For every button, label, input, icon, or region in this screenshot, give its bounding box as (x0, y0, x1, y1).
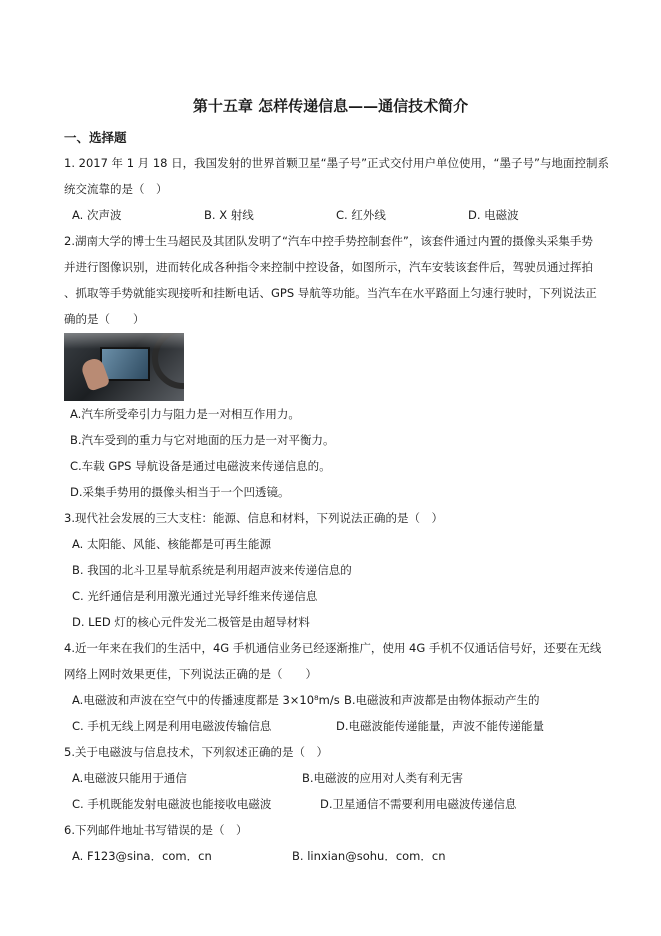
q6-stem: 6.下列邮件地址书写错误的是（ ） (64, 823, 248, 837)
q3-option-d: D. LED 灯的核心元件发光二极管是由超导材料 (72, 615, 310, 629)
q3-stem: 3.现代社会发展的三大支柱：能源、信息和材料，下列说法正确的是（ ） (64, 511, 443, 525)
q5-option-a: A.电磁波只能用于通信 (72, 771, 187, 785)
q3-option-c: C. 光纤通信是利用激光通过光导纤维来传递信息 (72, 589, 318, 603)
q4-option-d: D.电磁波能传递能量，声波不能传递能量 (336, 719, 545, 733)
q1-option-d: D. 电磁波 (468, 208, 519, 222)
q1-option-c: C. 红外线 (336, 208, 386, 222)
q1-stem-line1: 1. 2017 年 1 月 18 日，我国发射的世界首颗卫星“墨子号”正式交付用户单位使用，“墨子号”与地面控制系 (64, 156, 609, 170)
q2-stem-line2: 并进行图像识别，进而转化成各种指令来控制中控设备，如图所示，汽车安装该套件后，驾驶员通过挥拍 (64, 260, 593, 274)
q3-option-a: A. 太阳能、风能、核能都是可再生能源 (72, 537, 271, 551)
q6-option-b: B. linxian@sohu．com．cn (292, 849, 446, 863)
q5-option-b: B.电磁波的应用对人类有利无害 (302, 771, 464, 785)
q4-option-a: A.电磁波和声波在空气中的传播速度都是 3×10⁸m/s (72, 693, 340, 707)
car-gesture-photo (64, 333, 184, 401)
q1-option-b: B. X 射线 (204, 208, 254, 222)
q4-option-b: B.电磁波和声波都是由物体振动产生的 (344, 693, 540, 707)
q2-stem-line3: 、抓取等手势就能实现接听和挂断电话、GPS 导航等功能。当汽车在水平路面上匀速行驶时，下列说法正 (64, 286, 597, 300)
q6-option-a: A. F123@sina．com．cn (72, 849, 212, 863)
q4-option-c: C. 手机无线上网是利用电磁波传输信息 (72, 719, 272, 733)
q1-option-a: A. 次声波 (72, 208, 122, 222)
photo-glare (64, 333, 184, 349)
q4-stem-line1: 4.近一年来在我们的生活中，4G 手机通信业务已经逐渐推广，使用 4G 手机不仅通话信号好，还要在无线 (64, 641, 602, 655)
section-heading: 一、选择题 (64, 130, 127, 145)
q2-stem-line1: 2.湖南大学的博士生马超民及其团队发明了“汽车中控手势控制套件”，该套件通过内置的摄像头采集手势 (64, 234, 593, 248)
q5-option-c: C. 手机既能发射电磁波也能接收电磁波 (72, 797, 272, 811)
q2-option-d: D.采集手势用的摄像头相当于一个凹透镜。 (70, 485, 290, 499)
q3-option-b: B. 我国的北斗卫星导航系统是利用超声波来传递信息的 (72, 563, 352, 577)
q5-option-d: D.卫星通信不需要利用电磁波传递信息 (320, 797, 517, 811)
q1-stem-line2: 统交流靠的是（ ） (64, 182, 168, 196)
q4-stem-line2: 网络上网时效果更佳，下列说法正确的是（ ） (64, 667, 317, 681)
q5-stem: 5.关于电磁波与信息技术，下列叙述正确的是（ ） (64, 745, 328, 759)
q2-option-a: A.汽车所受牵引力与阻力是一对相互作用力。 (70, 407, 300, 421)
q2-option-b: B.汽车受到的重力与它对地面的压力是一对平衡力。 (70, 433, 335, 447)
page-title: 第十五章 怎样传递信息——通信技术简介 (192, 97, 469, 115)
q2-option-c: C.车载 GPS 导航设备是通过电磁波来传递信息的。 (70, 459, 331, 473)
q2-stem-line4: 确的是（ ） (64, 312, 145, 326)
